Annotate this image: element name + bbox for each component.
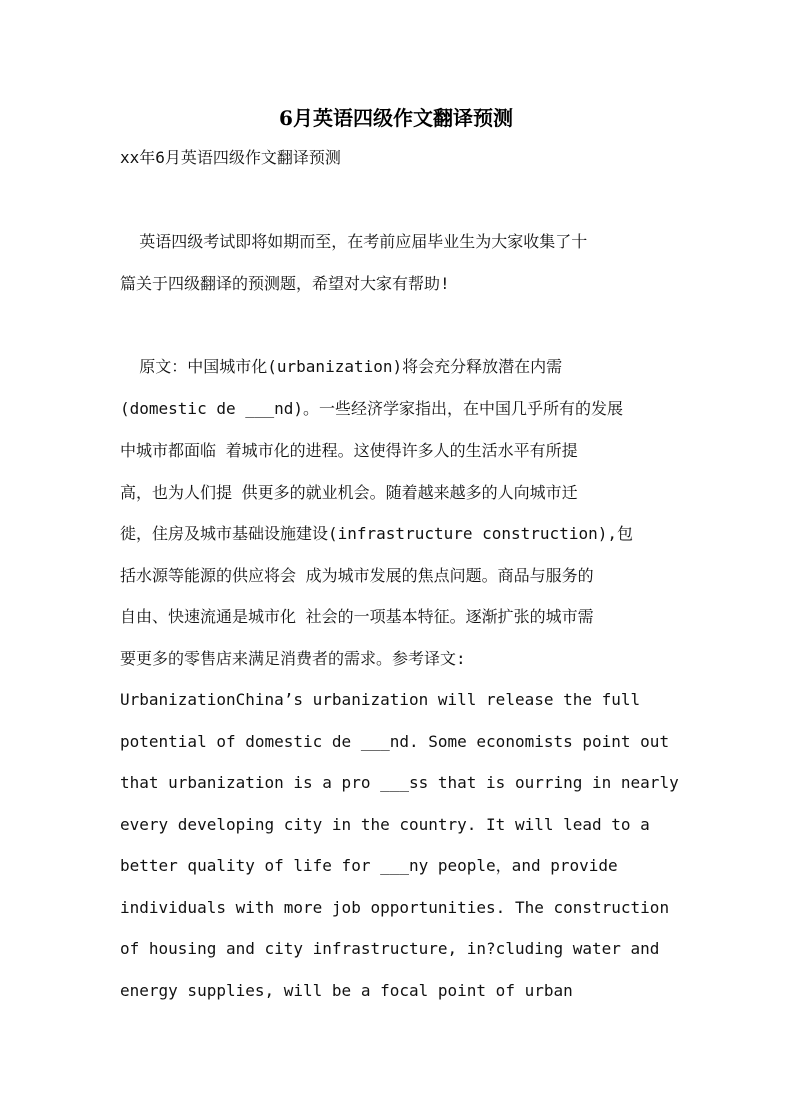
body-line-1: 原文：中国城市化(urbanization)将会充分释放潜在内需 [120,357,563,376]
document-subtitle: xx年6月英语四级作文翻译预测 [120,148,341,167]
body-line-5: 徙，住房及城市基础设施建设(infrastructure construction),包 [120,524,633,543]
body-line-3: 中城市都面临 着城市化的进程。这使得许多人的生活水平有所提 [120,441,578,460]
body-line-16: energy supplies, will be a focal point of urban [120,981,573,1000]
document-title: 6月英语四级作文翻译预测 [279,106,513,130]
body-line-13: better quality of life for ___ny people，and provide [120,856,618,875]
body-line-7: 自由、快速流通是城市化 社会的一项基本特征。逐渐扩张的城市需 [120,607,594,626]
body-line-14: individuals with more job opportunities. The construction [120,898,670,917]
body-line-11: that urbanization is a pro ___ss that is ourring in nearly [120,773,679,792]
body-line-9: UrbanizationChina’s urbanization will release the full [120,690,641,709]
body-line-6: 括水源等能源的供应将会 成为城市发展的焦点问题。商品与服务的 [120,566,594,585]
body-line-12: every developing city in the country. It will lead to a [120,815,650,834]
body-line-2: (domestic de ___nd)。一些经济学家指出，在中国几乎所有的发展 [120,399,624,418]
body-line-10: potential of domestic de ___nd. Some economists point out [120,732,670,751]
intro-line-2: 篇关于四级翻译的预测题，希望对大家有帮助! [120,274,450,293]
body-line-15: of housing and city infrastructure, in?cluding water and [120,939,660,958]
body-line-8: 要更多的零售店来满足消费者的需求。参考译文: [120,649,466,668]
body-line-4: 高，也为人们提 供更多的就业机会。随着越来越多的人向城市迁 [120,483,578,502]
intro-line-1: 英语四级考试即将如期而至，在考前应届毕业生为大家收集了十 [120,232,588,251]
